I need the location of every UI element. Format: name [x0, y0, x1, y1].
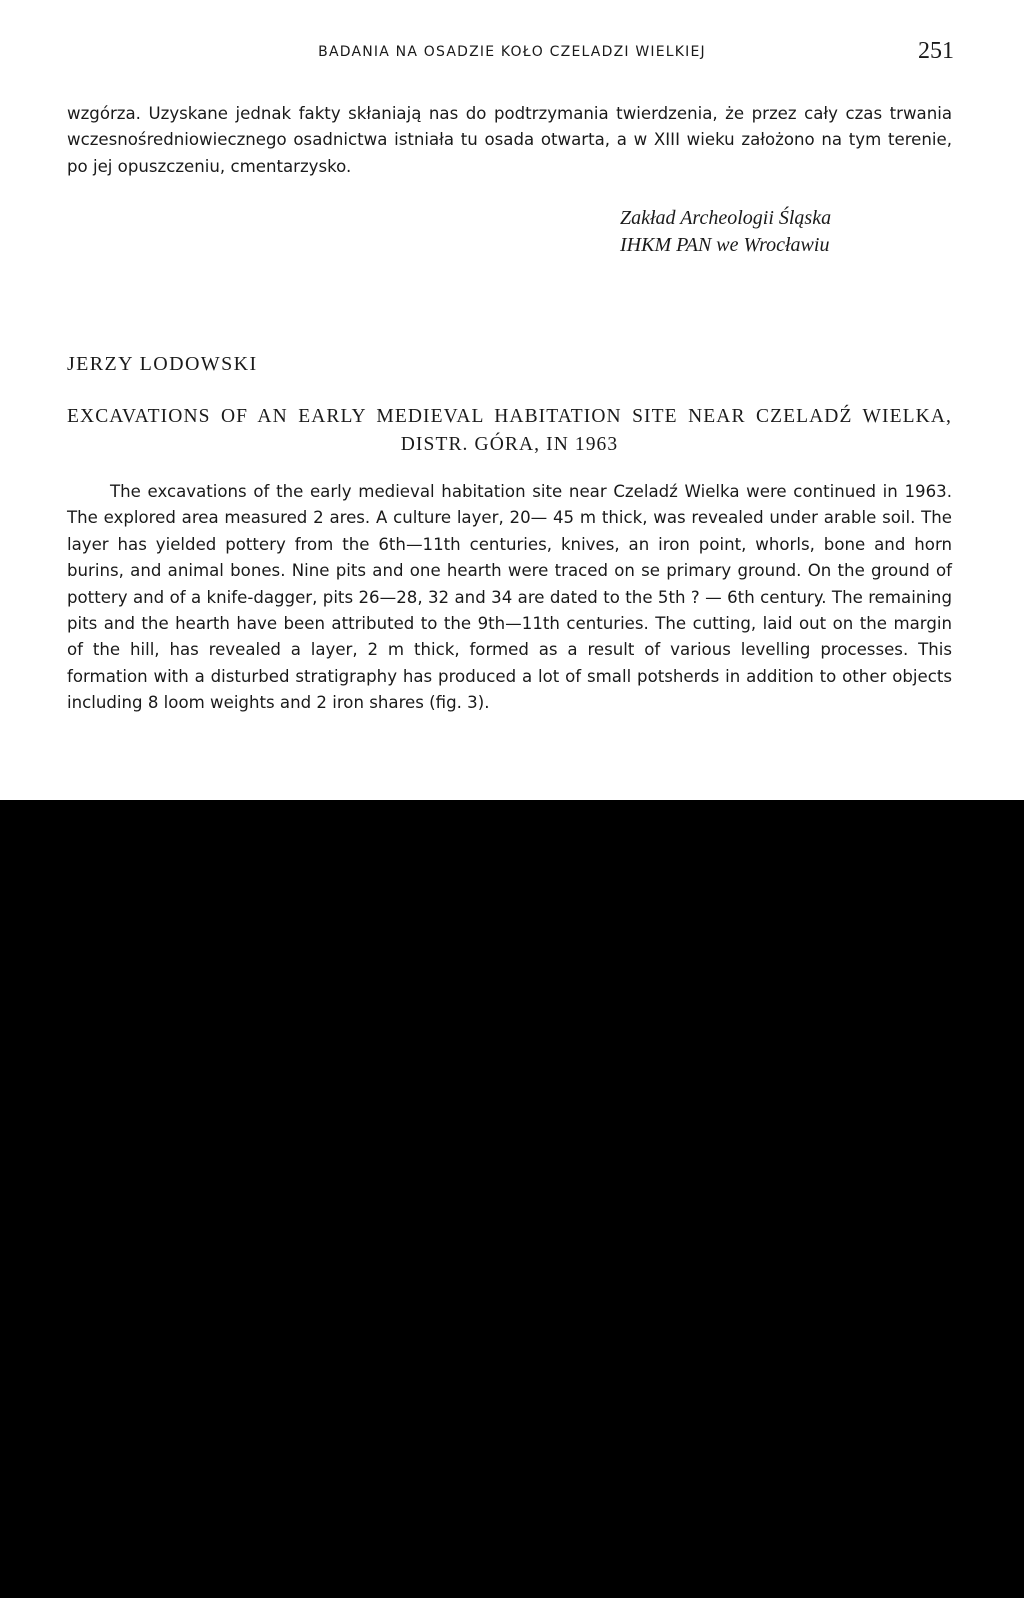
- article-title: EXCAVATIONS OF AN EARLY MEDIEVAL HABITATION SITE NEAR CZELADŹ WIELKA, DISTR. GÓRA, IN 1963: [67, 406, 952, 455]
- affiliation-line-2: IHKM PAN we Wrocławiu: [620, 234, 830, 256]
- summary-paragraph: The excavations of the early medieval habitation site near Czeladź Wielka were continued in 1963. The explored area measured 2 ares. A culture layer, 20— 45 m thick, was revealed under arable soil. The layer has yielded pottery from the 6th—11th centuries, knives, an iron point, whorls, bone and horn burins, and animal bones. Nine pits and one hearth were traced on se primary ground. On the ground of pottery and of a knife-dagger, pits 26—28, 32 and 34 are dated to the 5th ? — 6th century. The remaining pits and the hearth have been attributed to the 9th—11th centuries. The cutting, laid out on the margin of the hill, has revealed a layer, 2 m thick, formed as a result of various levelling processes. This formation with a disturbed stratigraphy has produced a lot of small potsherds in addition to other objects including 8 loom weights and 2 iron shares (fig. 3).: [67, 482, 952, 713]
- author-name: JERZY LODOWSKI: [67, 353, 258, 375]
- polish-paragraph: wzgórza. Uzyskane jednak fakty skłaniają nas do podtrzymania twierdzenia, że przez cały czas trwania wczesnośredniowiecznego osadnictwa istniała tu osada otwarta, a w XIII wieku założono na tym terenie, po jej opuszczeniu, cmentarzysko.: [67, 104, 952, 176]
- affiliation: [620, 205, 940, 259]
- running-title: BADANIA NA OSADZIE KOŁO CZELADZI WIELKIEJ: [318, 44, 706, 60]
- page-number: 251: [918, 38, 954, 64]
- running-header: [0, 38, 1024, 68]
- affiliation-line-1: Zakład Archeologii Śląska: [620, 207, 832, 229]
